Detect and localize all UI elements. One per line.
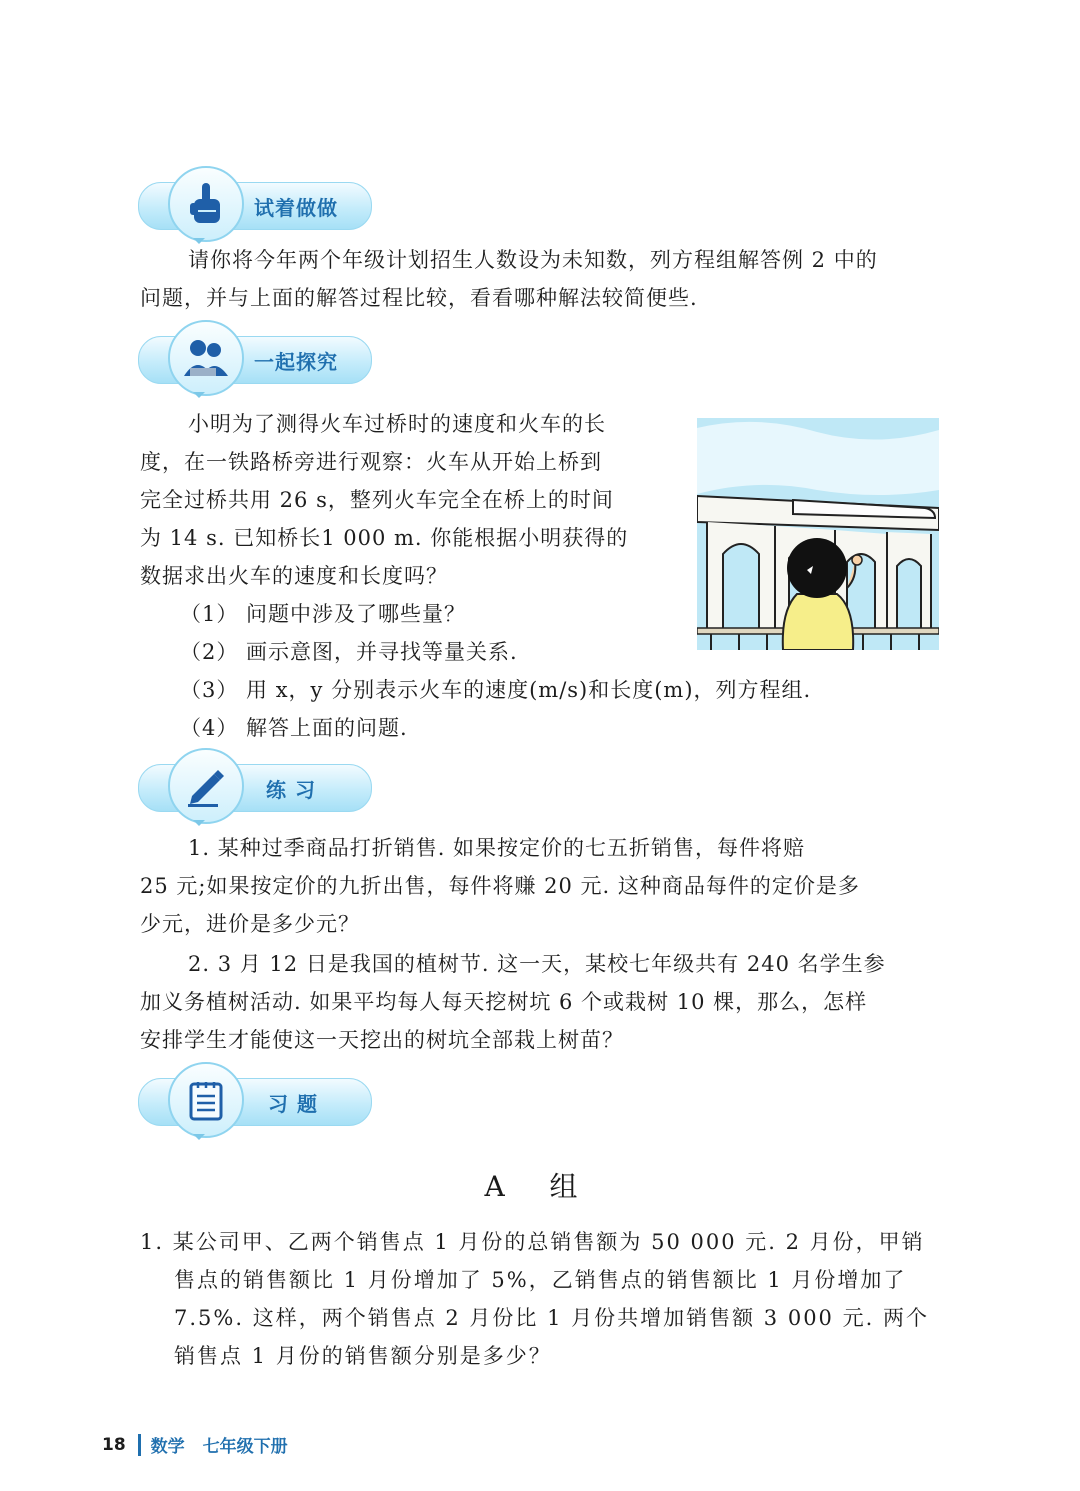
section-title-explore: 一起探究 <box>254 350 338 374</box>
explore-text-line5: 数据求出火车的速度和长度吗？ <box>140 564 448 588</box>
group-a-q1-line2: 售点的销售额比 1 月份增加了 5%，乙销售点的销售额比 1 月份增加了 <box>174 1268 907 1292</box>
explore-question-1: （1） 问题中涉及了哪些量？ <box>180 602 467 626</box>
practice-2-line2: 加义务植树活动. 如果平均每人每天挖树坑 6 个或栽树 10 棵，那么，怎样 <box>140 990 868 1014</box>
explore-text-line3: 完全过桥共用 26 s，整列火车完全在桥上的时间 <box>140 488 614 512</box>
practice-2-line3: 安排学生才能使这一天挖出的树坑全部栽上树苗？ <box>140 1028 624 1052</box>
explore-text-line2: 度，在一铁路桥旁进行观察：火车从开始上桥到 <box>140 450 602 474</box>
section-title-exercises: 习 题 <box>268 1092 318 1116</box>
group-a-q1-line3: 7.5%. 这样，两个销售点 2 月份比 1 月份共增加销售额 3 000 元. 两个 <box>174 1306 929 1330</box>
footer-book: 七年级下册 <box>202 1437 288 1457</box>
section-badge-explore <box>138 320 372 398</box>
two-people-icon <box>182 336 230 380</box>
explore-question-3: （3） 用 x，y 分别表示火车的速度(m/s)和长度(m)，列方程组. <box>180 678 812 702</box>
badge-circle <box>168 166 244 242</box>
badge-arrow <box>193 392 205 398</box>
group-a-title: A 组 <box>484 1170 596 1203</box>
badge-circle <box>168 320 244 396</box>
section-badge-exercises <box>138 1062 372 1140</box>
footer-subject: 数学 <box>150 1437 185 1457</box>
try-text-line1: 请你将今年两个年级计划招生人数设为未知数，列方程组解答例 2 中的 <box>188 248 878 272</box>
badge-arrow <box>193 1134 205 1140</box>
notepad-icon <box>188 1079 224 1121</box>
try-text-line2: 问题，并与上面的解答过程比较，看看哪种解法较简便些. <box>140 286 698 310</box>
badge-circle <box>168 1062 244 1138</box>
group-a-q1-line4: 销售点 1 月份的销售额分别是多少？ <box>174 1344 552 1368</box>
explore-question-2: （2） 画示意图，并寻找等量关系. <box>180 640 518 664</box>
explore-text-line4: 为 14 s. 已知桥长1 000 m. 你能根据小明获得的 <box>140 526 629 550</box>
badge-arrow <box>193 820 205 826</box>
practice-1-line3: 少元，进价是多少元？ <box>140 912 360 936</box>
section-title-try: 试着做做 <box>254 196 338 220</box>
practice-1-line1: 1. 某种过季商品打折销售. 如果按定价的七五折销售，每件将赔 <box>188 836 806 860</box>
train-bridge-illustration <box>697 418 939 650</box>
page-number: 18 <box>102 1434 126 1455</box>
section-badge-try <box>138 166 372 244</box>
pencil-icon <box>184 764 228 808</box>
pointing-hand-icon <box>186 181 226 227</box>
section-title-practice: 练 习 <box>266 778 316 802</box>
explore-question-4: （4） 解答上面的问题. <box>180 716 408 740</box>
explore-text-line1: 小明为了测得火车过桥时的速度和火车的长 <box>188 412 606 436</box>
footer-divider <box>138 1434 141 1456</box>
group-a-q1-line1: 1. 某公司甲、乙两个销售点 1 月份的总销售额为 50 000 元. 2 月份，甲销 <box>140 1230 925 1254</box>
practice-1-line2: 25 元;如果按定价的九折出售，每件将赚 20 元. 这种商品每件的定价是多 <box>140 874 860 898</box>
section-badge-practice <box>138 748 372 826</box>
page-footer <box>102 1432 288 1457</box>
badge-circle <box>168 748 244 824</box>
practice-2-line1: 2. 3 月 12 日是我国的植树节. 这一天，某校七年级共有 240 名学生参 <box>188 952 886 976</box>
